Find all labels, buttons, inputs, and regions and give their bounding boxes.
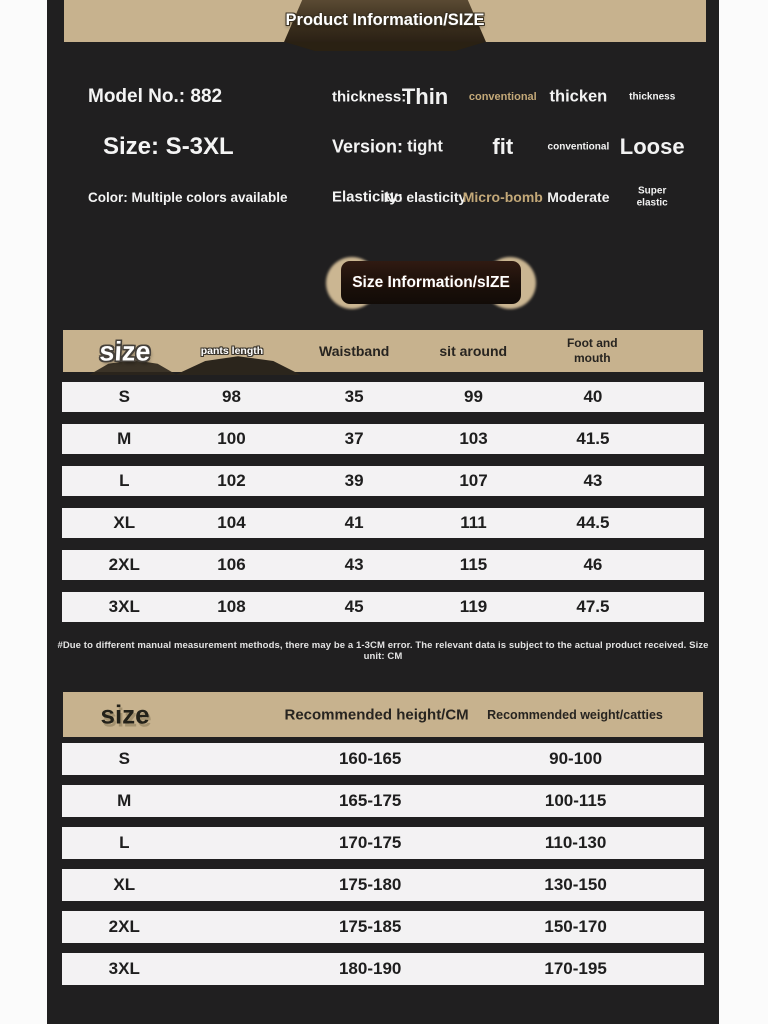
fit-table-cell: 170-175	[338, 833, 402, 852]
spec-option: Super elastic	[636, 185, 668, 208]
size-table-cell: 100	[217, 429, 246, 448]
fit-table-row	[62, 743, 704, 775]
size-table-cell: 41.5	[576, 429, 610, 448]
fit-table-row	[62, 953, 704, 985]
spec-row	[330, 172, 690, 222]
size-table-cell: 2XL	[108, 555, 140, 574]
size-table-cell: 106	[217, 555, 246, 574]
fit-table-header	[63, 692, 703, 737]
spec-matrix	[330, 72, 690, 222]
model-number: Model No.: 882	[88, 86, 223, 107]
size-table-cell: S	[118, 387, 130, 406]
measurement-note: #Due to different manual measurement methods, there may be a 1-3CM error. The relevant data is subject to the actual product received. Size unit: CM	[57, 640, 709, 662]
size-info-ribbon	[326, 257, 536, 309]
size-table-header	[63, 330, 703, 372]
size-table-header-sit-around: sit around	[439, 343, 508, 359]
fit-table-row	[62, 785, 704, 817]
product-attributes	[65, 72, 327, 222]
size-table-cell: 39	[344, 471, 364, 490]
spec-label: thickness:	[332, 88, 407, 106]
fit-table-row	[62, 869, 704, 901]
size-table-cell: 98	[222, 387, 241, 406]
spec-option: thicken	[549, 87, 608, 106]
banner-title: Product Information/SIZE	[285, 11, 485, 30]
spec-option: fit	[492, 134, 514, 159]
spec-option: Micro-bomb	[462, 189, 543, 205]
fit-table-cell: S	[118, 749, 130, 768]
fit-table-cell: 160-165	[338, 749, 402, 768]
size-table-cell: 45	[344, 597, 364, 616]
size-range: Size: S-3XL	[103, 133, 234, 160]
size-table-cell: 115	[459, 555, 488, 574]
size-table-row	[62, 508, 704, 538]
size-table-header-size: size	[98, 336, 152, 367]
fit-table-cell: 180-190	[338, 959, 402, 978]
spec-option: Loose	[619, 134, 685, 159]
size-table-body	[62, 382, 704, 634]
spec-option: thickness	[629, 91, 676, 103]
fit-table-header-size: size	[100, 699, 150, 729]
size-table-row	[62, 382, 704, 412]
fit-table-row	[62, 911, 704, 943]
ribbon-title: Size Information/sIZE	[352, 273, 510, 291]
size-table-cell: 119	[459, 597, 488, 616]
fit-table-cell: 175-185	[338, 917, 402, 936]
product-info-banner	[64, 0, 706, 42]
product-sheet	[47, 0, 719, 1024]
spec-option: Moderate	[547, 189, 610, 205]
fit-table-cell: 130-150	[544, 875, 607, 894]
fit-table-cell: 110-130	[544, 833, 607, 852]
size-table-header-waistband: Waistband	[319, 343, 390, 359]
spec-label: Version:	[332, 136, 404, 157]
size-table-cell: 43	[583, 471, 603, 490]
size-table-cell: 35	[344, 387, 364, 406]
fit-table-cell: M	[117, 791, 132, 810]
size-table-cell: 46	[583, 555, 603, 574]
spec-option: No elasticity	[383, 189, 467, 205]
fit-table-cell: 90-100	[549, 749, 603, 768]
spec-label: Elasticity:	[332, 188, 403, 206]
size-table-cell: L	[119, 471, 130, 490]
fit-table-cell: 100-115	[544, 791, 607, 810]
size-table-cell: 47.5	[576, 597, 610, 616]
spec-option: Thin	[401, 84, 449, 109]
spec-row	[330, 72, 690, 122]
color-availability: Color: Multiple colors available	[88, 189, 288, 205]
fit-table-cell: 175-180	[338, 875, 402, 894]
fit-table-cell: 170-195	[544, 959, 607, 978]
size-table-cell: M	[117, 429, 132, 448]
size-table-cell: 108	[217, 597, 246, 616]
size-table-cell: 37	[344, 429, 364, 448]
pants-header-shadow-shape	[175, 355, 301, 375]
banner-ribbon-fold	[285, 42, 485, 51]
ribbon-bar	[341, 261, 521, 304]
size-table-cell: 40	[583, 387, 603, 406]
fit-table-cell: XL	[113, 875, 136, 894]
size-table-cell: 44.5	[576, 513, 610, 532]
size-table-cell: 107	[459, 471, 488, 490]
size-table-cell: 3XL	[108, 597, 140, 616]
size-table-header-pants-length: pants length	[200, 345, 264, 357]
size-table-cell: XL	[113, 513, 136, 532]
spec-option: conventional	[468, 91, 537, 103]
fit-table-row	[62, 827, 704, 859]
size-table-cell: 104	[217, 513, 246, 532]
size-table-cell: 103	[459, 429, 488, 448]
fit-table-header-height: Recommended height/CM	[284, 706, 469, 723]
size-table-cell: 111	[460, 513, 487, 532]
size-table-cell: 41	[344, 513, 364, 532]
fit-table-cell: L	[119, 833, 130, 852]
fit-table-body	[62, 743, 704, 995]
size-table-row	[62, 466, 704, 496]
size-table-row	[62, 424, 704, 454]
size-table-cell: 102	[217, 471, 246, 490]
size-table-row	[62, 592, 704, 622]
size-table-cell: 99	[464, 387, 483, 406]
fit-table-cell: 3XL	[108, 959, 140, 978]
fit-table-cell: 150-170	[544, 917, 607, 936]
fit-table-header-weight: Recommended weight/catties	[487, 707, 663, 722]
fit-table-cell: 165-175	[338, 791, 402, 810]
spec-row	[330, 122, 690, 172]
size-table-header-foot-and-mouth: Foot and mouth	[566, 336, 618, 365]
spec-option: conventional	[547, 141, 610, 153]
size-table-cell: 43	[344, 555, 364, 574]
spec-option: tight	[407, 137, 443, 156]
fit-table-cell: 2XL	[108, 917, 140, 936]
size-table-row	[62, 550, 704, 580]
